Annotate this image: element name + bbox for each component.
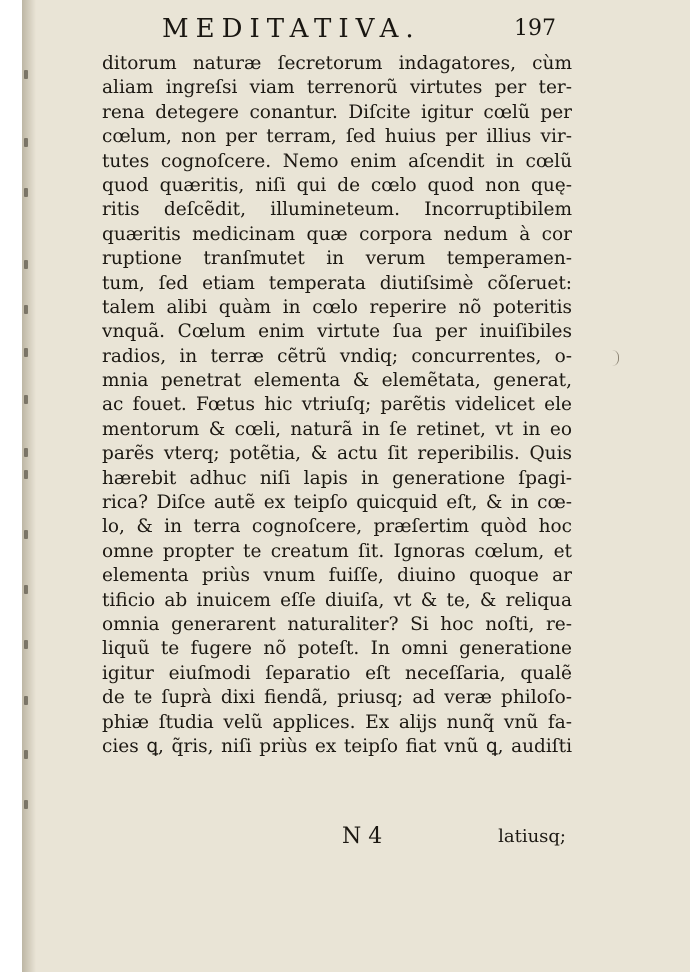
text-line: ruptione tranſmutet in verum temperamen- bbox=[102, 248, 572, 270]
text-line: mnia penetrat elementa & elemẽtata, generat, bbox=[102, 370, 572, 392]
text-line: phiæ ſtudia velũ applices. Ex alijs nunq̃ vnũ fa- bbox=[102, 711, 572, 733]
text-line: rica? Diſce autẽ ex teipſo quicquid eſt, & in cœ- bbox=[102, 492, 572, 514]
book-page bbox=[22, 0, 690, 972]
body-text bbox=[102, 52, 572, 759]
text-line: hærebit adhuc niſi lapis in generatione ſpagi- bbox=[102, 467, 572, 489]
text-line: radios, in terræ cẽtrũ vndiq; concurrentes, o- bbox=[102, 345, 572, 367]
page-footer bbox=[102, 824, 572, 854]
text-line: liquũ te fugere nõ poteſt. In omni generatione bbox=[102, 638, 572, 660]
catchword: latiusq; bbox=[498, 826, 566, 847]
text-line: ritis deſcẽdit, illumineteum. Incorruptibilem bbox=[102, 199, 572, 221]
text-line: rena detegere conantur. Diſcite igitur cœlũ per bbox=[102, 101, 572, 123]
text-line: mentorum & cœli, naturã in ſe retinet, vt in eo bbox=[102, 418, 572, 440]
text-line: omnia generarent naturaliter? Si hoc noſti, re- bbox=[102, 613, 572, 635]
page-number: 197 bbox=[514, 16, 556, 41]
margin-mark bbox=[612, 350, 619, 366]
text-line: tificio ab inuicem eſſe diuiſa, vt & te, & reliqua bbox=[102, 589, 572, 611]
text-line: cœlum, non per terram, ſed huius per illius vir- bbox=[102, 126, 572, 148]
text-line: igitur eiuſmodi ſeparatio eſt neceſſaria, qualẽ bbox=[102, 662, 572, 684]
text-line: tum, ſed etiam temperata diutiſsimè cõſeruet: bbox=[102, 272, 572, 294]
text-line: tutes cognoſcere. Nemo enim aſcendit in cœlũ bbox=[102, 150, 572, 172]
text-line: quæritis medicinam quæ corpora nedum à cor bbox=[102, 223, 572, 245]
running-title: MEDITATIVA. bbox=[162, 14, 421, 44]
text-line: parẽs vterq; potẽtia, & actu ſit reperibilis. Quis bbox=[102, 443, 572, 465]
signature-mark: N 4 bbox=[342, 824, 383, 849]
text-line: omne propter te creatum ſit. Ignoras cœlum, et bbox=[102, 540, 572, 562]
text-line: de te ſuprà dixi fiendã, priusq; ad veræ philoſo- bbox=[102, 687, 572, 709]
text-line: lo, & in terra cognoſcere, præſertim quòd hoc bbox=[102, 516, 572, 538]
text-line: elementa priùs vnum fuiſſe, diuino quoque ar bbox=[102, 565, 572, 587]
text-line: vnquã. Cœlum enim virtute ſua per inuiſibiles bbox=[102, 321, 572, 343]
text-line: ac fouet. Fœtus hic vtriuſq; parẽtis videlicet ele bbox=[102, 394, 572, 416]
text-line: cies ꝗ, q̃ris, niſi priùs ex teipſo fiat vnũ ꝗ, audiſti bbox=[102, 735, 572, 757]
text-line: talem alibi quàm in cœlo reperire nõ poteritis bbox=[102, 296, 572, 318]
bleed-through-marks bbox=[24, 60, 44, 820]
text-line: ditorum naturæ ſecretorum indagatores, cùm bbox=[102, 53, 572, 74]
running-header bbox=[162, 14, 562, 48]
text-line: quod quæritis, niſi qui de cœlo quod non quę- bbox=[102, 174, 572, 196]
text-line: aliam ingreſsi viam terrenorũ virtutes per ter- bbox=[102, 77, 572, 99]
